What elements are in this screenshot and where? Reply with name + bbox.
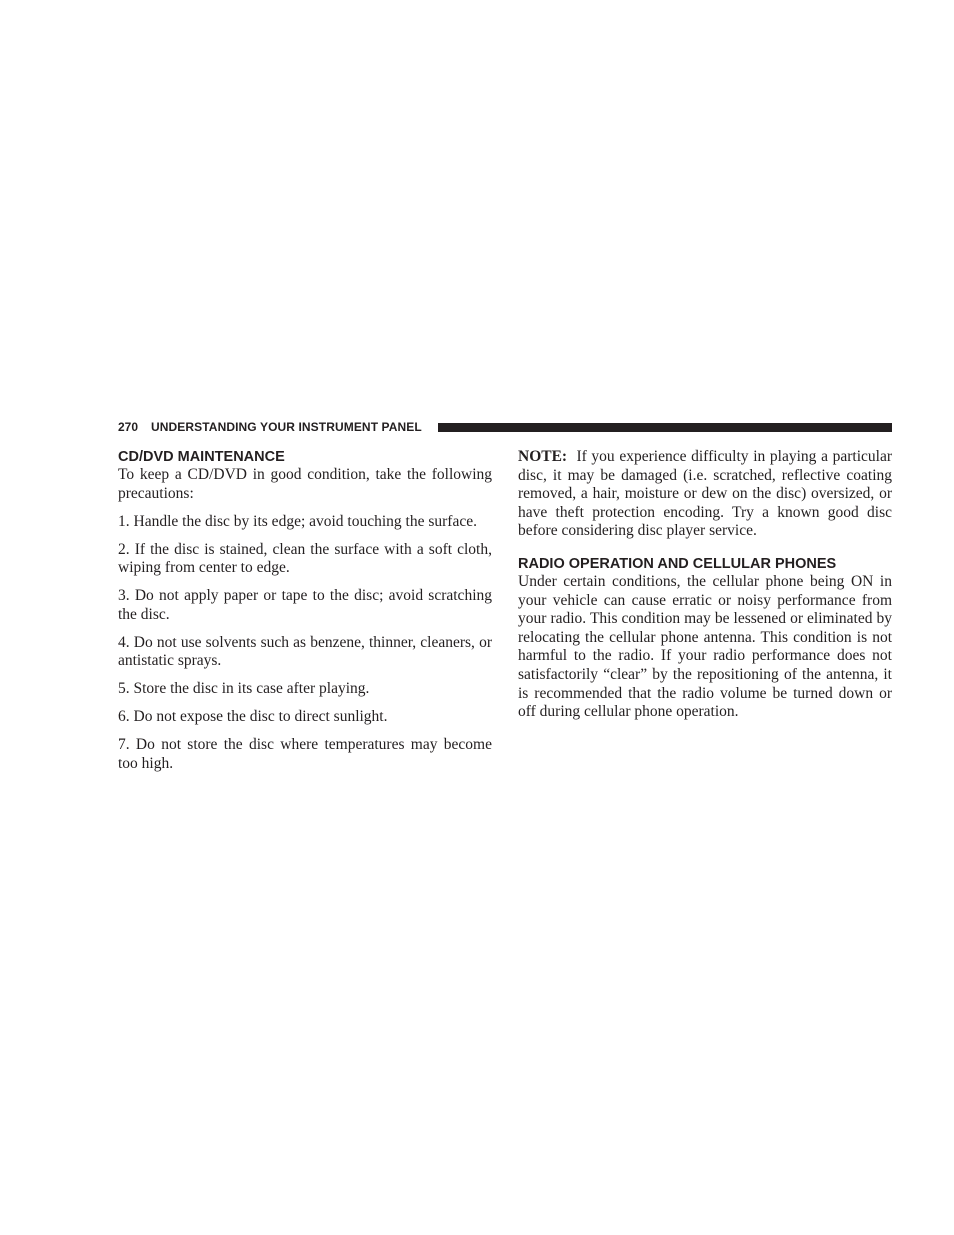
radio-cellular-paragraph: Under certain conditions, the cellular phone being ON in your vehicle can cause erratic or noisy performance from your radio. This condition may be lessened or eliminated by relocating the cellular phone antenna. This condition is not harmful to the radio. If your radio performance does not satisfactorily “clear” by the repositioning of the antenna, it is recommended that the radio volume be turned down or off during cellular phone operation. [518, 572, 892, 721]
note-text: If you experience difficulty in playing a particular disc, it may be damaged (i.e. scratched, reflective coating removed, a hair, moisture or dew on the disc) oversized, or have theft protection encoding. Try a known good disc before considering disc player service. [518, 448, 893, 540]
list-item: 4. Do not use solvents such as benzene, thinner, cleaners, or antistatic sprays. [118, 633, 492, 670]
header-rule-bar [438, 423, 892, 432]
list-item: 1. Handle the disc by its edge; avoid touching the surface. [118, 512, 477, 530]
intro-paragraph: To keep a CD/DVD in good condition, take the following precautions: [118, 466, 492, 502]
page-header [118, 419, 892, 435]
list-item: 6. Do not expose the disc to direct sunlight. [118, 708, 388, 726]
note-paragraph [518, 448, 892, 541]
radio-cellular-heading: RADIO OPERATION AND CELLULAR PHONES [518, 555, 837, 572]
note-label: NOTE: [518, 448, 568, 465]
list-item: 2. If the disc is stained, clean the surface with a soft cloth, wiping from center to edge. [118, 540, 492, 577]
left-column [118, 448, 492, 773]
running-section-title: UNDERSTANDING YOUR INSTRUMENT PANEL [151, 420, 422, 434]
page-number: 270 [118, 420, 139, 434]
cd-dvd-maintenance-heading: CD/DVD MAINTENANCE [118, 449, 285, 465]
list-item: 5. Store the disc in its case after playing. [118, 680, 370, 698]
list-item: 7. Do not store the disc where temperatures may become too high. [118, 736, 492, 772]
list-item: 3. Do not apply paper or tape to the disc; avoid scratching the disc. [118, 587, 492, 623]
right-column [518, 448, 892, 722]
